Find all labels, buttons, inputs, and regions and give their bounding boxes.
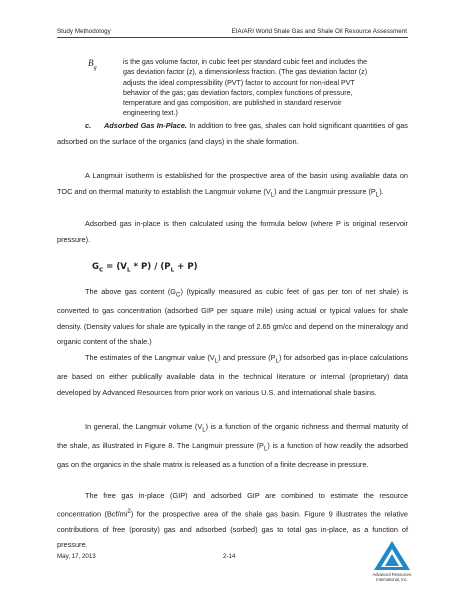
paragraph-combined: The free gas in-place (GIP) and adsorbed GIP are combined to estimate the resource concentration $(Bcf/mi^2)$ for the prospective area of the shale gas basin. Figure 9 illustrates the relative contributions of free (porosity) gas and adsorbed (sorbed) gas to total gas in-place, as a function of pressure. bbox=[57, 491, 408, 550]
section-text: In addition to free gas, shales can hold significant quantities of gas adsorbed on the surface of the organics (and clays) in the shale formation. bbox=[57, 121, 408, 146]
section-number: c. bbox=[85, 121, 92, 130]
footer-date: May, 17, 2013 bbox=[57, 553, 96, 560]
paragraph-general: In general, the Langmuir volume $(V_L)$ is a function of the organic richness and thermal maturity of the shale, as illustrated in Figure 8. The Langmuir pressure $(P_L)$ is a function of how readily the adsorbed gas on the organics in the shale matrix is released as a function of a finite decrease in pressure. bbox=[57, 422, 408, 470]
variable-symbol: $B_g$ bbox=[88, 58, 97, 71]
header-right: EIA/ARI World Shale Gas and Shale Oil Resource Assessment bbox=[231, 28, 407, 35]
paragraph-gas-content: The above gas content $(G_C)$ (typically measured as cubic feet of gas per ton of net shale) is converted to gas concentration (adsorbed GIP per square mile) using actual or typical values for shale density. (Density values for shale are typically in the range of 2.65 gm/cc and depend on the mineralogy and organic content of the shale.) bbox=[57, 287, 408, 347]
langmuir-formula: $G_C = (V_L * P) / (P_L + P)$ bbox=[92, 262, 198, 274]
logo-text: Advanced Resources International, Inc. bbox=[372, 572, 412, 582]
footer-page-number: 2-14 bbox=[223, 553, 236, 560]
header-rule bbox=[57, 37, 408, 38]
paragraph-adsorbed-calc: Adsorbed gas in-place is then calculated using the formula below (where P is original reservoir pressure). bbox=[57, 219, 408, 244]
section-adsorbed-gas bbox=[57, 118, 408, 149]
paragraph-langmuir-intro: A Langmuir isotherm is established for the prospective area of the basin using available data on TOC and on thermal maturity to establish the Langmuir volume $(V_L)$ and the Langmuir pressure $(P_L)$. bbox=[57, 171, 408, 199]
section-title: Adsorbed Gas In-Place. bbox=[104, 121, 187, 130]
variable-definition: is the gas volume factor, in cubic feet per standard cubic feet and includes the gas deviation factor (z), a dimensionless fraction. (The gas deviation factor (z) adjusts the ideal compressibility (PVT) factor to account for non-ideal PVT behavior of the gas; gas deviation factors, complex functions of pressure, temperature and gas composition, are published in standard reservoir engineering text.) bbox=[123, 58, 368, 118]
header-left: Study Methodology bbox=[57, 28, 111, 35]
paragraph-estimates: The estimates of the Langmuir value $(V_L)$ and pressure $(P_L)$ for adsorbed gas in-place calculations are based on either publically available data in the technical literature or internal (proprietary) data developed by Advanced Resources from prior work on various U.S. and international shale basins. bbox=[57, 353, 408, 397]
